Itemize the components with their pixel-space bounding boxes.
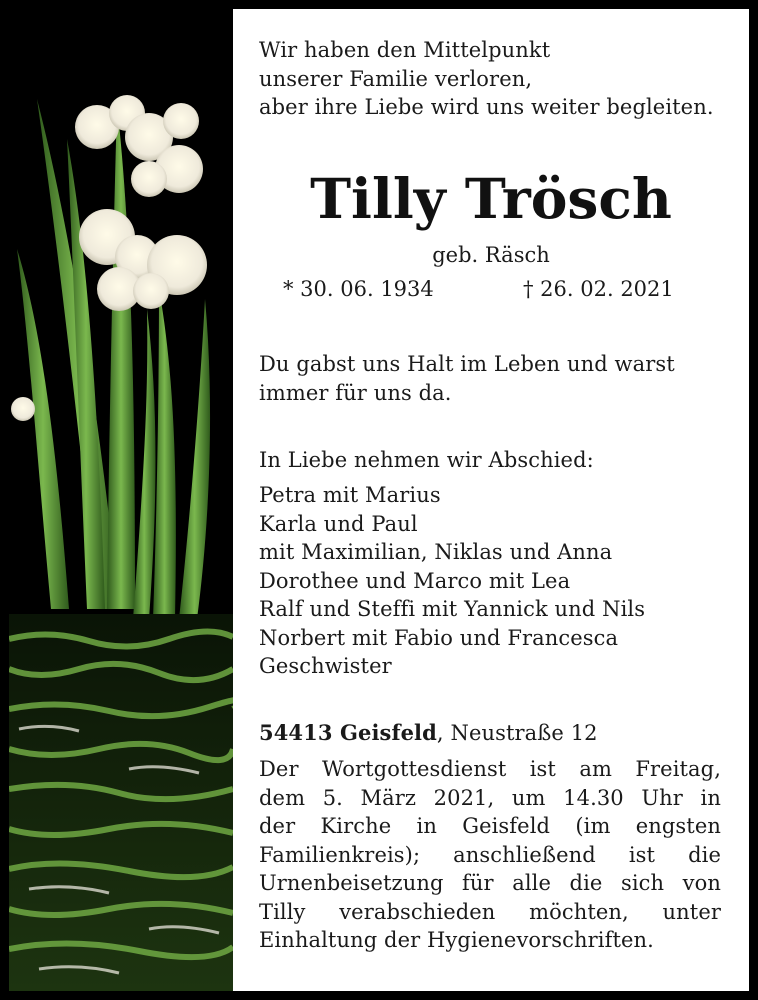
quote-line: immer für uns da. [259,380,452,405]
mourner: Geschwister [259,654,392,678]
funeral-service-info [259,755,721,955]
narcissus-photo [9,9,233,991]
mourning-address [259,719,721,748]
service-line: dem 5. März 2021, um 14.30 Uhr in [259,785,721,810]
mourner: Petra mit Marius [259,483,441,507]
mourners-list [259,481,721,681]
obituary-text-panel [233,9,749,991]
service-line: Urnenbeisetzung für alle die sich von [259,871,721,895]
mourner: Ralf und Steffi mit Yannick und Nils [259,597,646,621]
service-line: Einhaltung der Hygienevorschriften. [259,928,654,952]
mourner: Karla und Paul [259,511,418,536]
address-street: , Neustraße 12 [436,721,598,745]
motto-line: aber ihre Liebe wird uns weiter begleiten. [259,95,714,119]
service-line: Der Wortgottesdienst ist am Freitag, [259,757,721,781]
death-date: † 26. 02. 2021 [523,277,674,301]
farewell-intro: In Liebe nehmen wir Abschied: [259,448,594,472]
deceased-name: Tilly Trösch [310,166,672,231]
mourner: mit Maximilian, Niklas und Anna [259,540,613,564]
service-line: Tilly verabschieden möchten, unter [259,899,721,924]
mourner: Dorothee und Marco mit Lea [259,568,571,593]
service-line: Familienkreis); anschließend ist die [259,842,721,867]
motto-line: unserer Familie verloren, [259,66,533,91]
motto-line: Wir haben den Mittelpunkt [259,38,551,62]
mourner: Norbert mit Fabio und Francesca [259,625,619,650]
born-name: geb. Räsch [432,243,550,267]
address-postal-city: 54413 Geisfeld [259,720,437,745]
birth-date: * 30. 06. 1934 [283,277,434,301]
quote [259,350,721,407]
quote-line: Du gabst uns Halt im Leben und warst [259,352,675,376]
motto [259,36,721,122]
narcissus-illustration [9,9,233,991]
service-line: der Kirche in Geisfeld (im engsten [259,814,721,838]
